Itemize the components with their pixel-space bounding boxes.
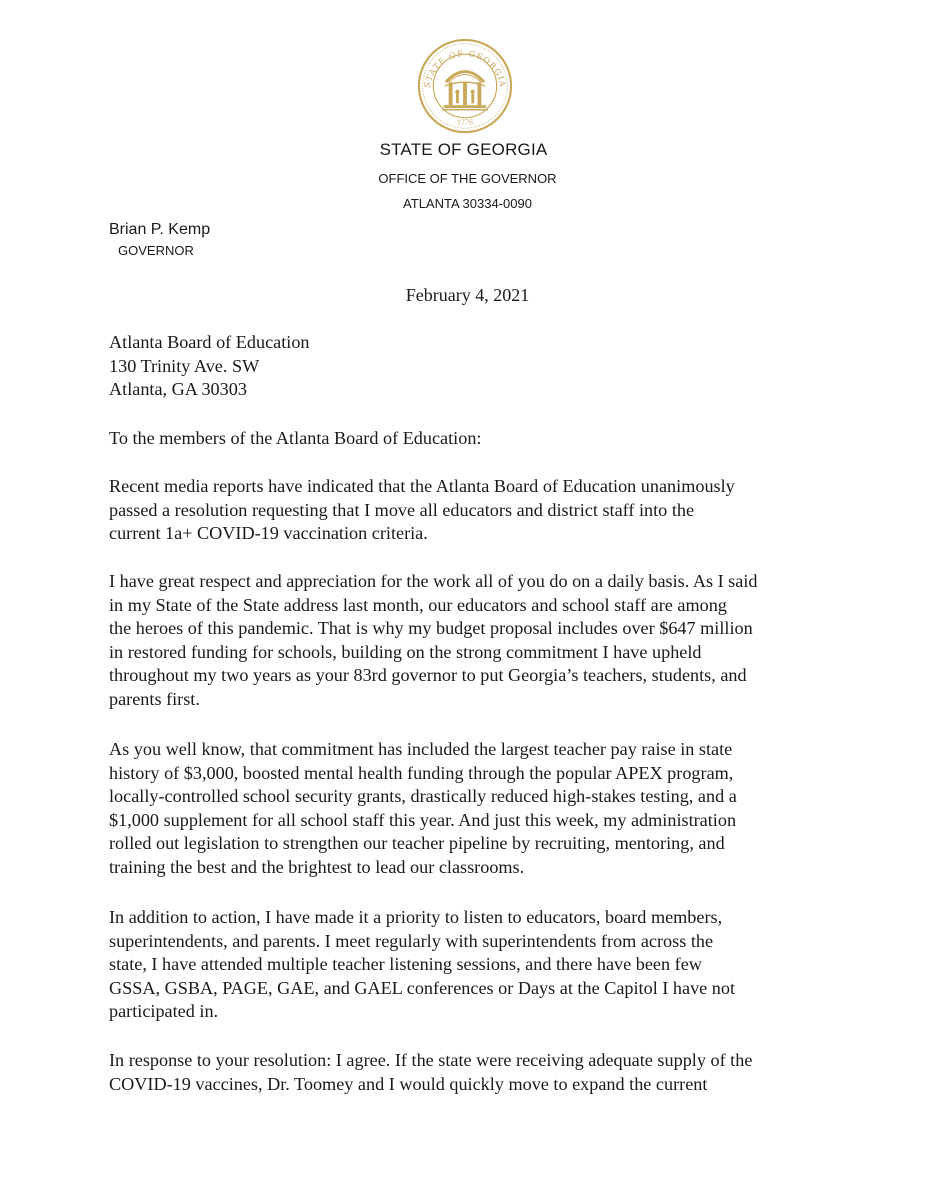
georgia-state-seal xyxy=(417,38,513,134)
paragraph-line: superintendents, and parents. I meet regularly with superintendents from across the xyxy=(109,930,714,951)
paragraph-line: in restored funding for schools, building on the strong commitment I have upheld xyxy=(109,641,702,662)
paragraph-line: the heroes of this pandemic. That is why my budget proposal includes over $647 million xyxy=(109,618,753,638)
letter-date: February 4, 2021 xyxy=(405,285,530,305)
paragraph-line: in my State of the State address last month, our educators and school staff are among xyxy=(109,594,727,615)
paragraph-line: In response to your resolution: I agree. If the state were receiving adequate supply of the xyxy=(109,1050,753,1070)
salutation xyxy=(109,427,829,451)
paragraph-3 xyxy=(109,738,829,879)
paragraph-line: training the best and the brightest to lead our classrooms. xyxy=(109,856,525,877)
sender-name: Brian P. Kemp xyxy=(109,221,211,238)
paragraph-line: parents first. xyxy=(109,688,200,709)
paragraph-line: GSSA, GSBA, PAGE, GAE, and GAEL conferences or Days at the Capitol I have not xyxy=(109,977,736,998)
address-line: 130 Trinity Ave. SW xyxy=(109,355,260,376)
paragraph-line: history of $3,000, boosted mental health funding through the popular APEX program, xyxy=(109,762,734,783)
address-line: Atlanta, GA 30303 xyxy=(109,379,247,399)
paragraph-2 xyxy=(109,570,829,711)
paragraph-line: state, I have attended multiple teacher listening sessions, and there have been few xyxy=(109,954,702,974)
address-line: Atlanta Board of Education xyxy=(109,332,310,352)
paragraph-line: throughout my two years as your 83rd governor to put Georgia’s teachers, students, and xyxy=(109,665,747,685)
seal-year: 1776 xyxy=(457,119,473,127)
paragraph-line: current 1a+ COVID-19 vaccination criteria. xyxy=(109,523,428,543)
paragraph-line: passed a resolution requesting that I move all educators and district staff into the xyxy=(109,499,695,520)
letterhead-office: OFFICE OF THE GOVERNOR xyxy=(378,171,557,186)
letterhead-state: STATE OF GEORGIA xyxy=(379,140,548,159)
seal-label: STATE OF GEORGIA xyxy=(421,48,509,89)
paragraph-line: Recent media reports have indicated that the Atlanta Board of Education unanimously xyxy=(109,476,735,496)
paragraph-line: I have great respect and appreciation for the work all of you do on a daily basis. As I said xyxy=(109,571,758,591)
paragraph-5 xyxy=(109,1049,829,1096)
seal-icon xyxy=(417,38,513,134)
paragraph-line: locally-controlled school security grants, drastically reduced high-stakes testing, and a xyxy=(109,786,737,806)
paragraph-line: participated in. xyxy=(109,1001,219,1021)
paragraph-line: $1,000 supplement for all school staff this year. And just this week, my administration xyxy=(109,809,737,830)
paragraph-line: In addition to action, I have made it a priority to listen to educators, board members, xyxy=(109,907,723,927)
letterhead-city: ATLANTA 30334-0090 xyxy=(403,196,532,211)
paragraph-line: As you well know, that commitment has included the largest teacher pay raise in state xyxy=(109,739,733,759)
paragraph-line: COVID-19 vaccines, Dr. Toomey and I would quickly move to expand the current xyxy=(109,1073,708,1094)
recipient-address xyxy=(109,331,829,402)
salutation-text: To the members of the Atlanta Board of Education: xyxy=(109,428,482,448)
sender-title: GOVERNOR xyxy=(118,243,194,258)
paragraph-1 xyxy=(109,475,829,546)
paragraph-4 xyxy=(109,906,829,1024)
paragraph-line: rolled out legislation to strengthen our teacher pipeline by recruiting, mentoring, and xyxy=(109,833,725,853)
